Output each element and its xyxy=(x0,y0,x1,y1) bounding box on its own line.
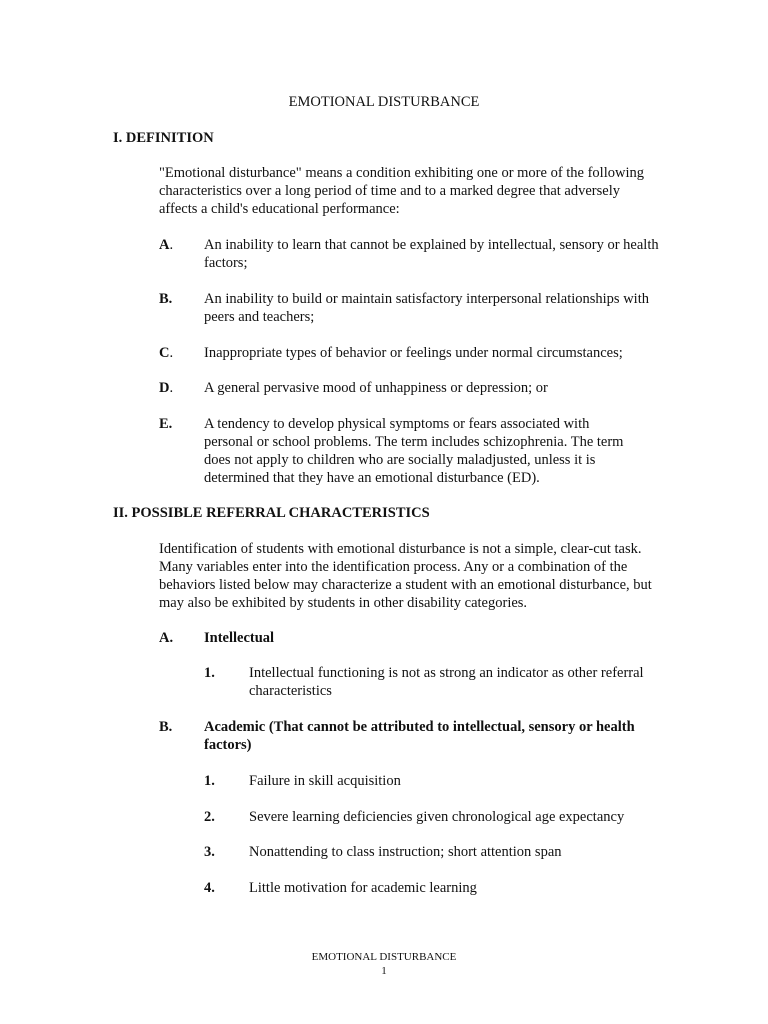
subsection-label-a: A. xyxy=(159,630,174,646)
footer-title: EMOTIONAL DISTURBANCE xyxy=(311,951,457,963)
definition-item-text-a: An inability to learn that cannot be explained by intellectual, sensory or health factors; xyxy=(204,237,659,271)
definition-item-label-b: B. xyxy=(159,291,173,307)
subsection-label-b: B. xyxy=(159,719,173,735)
document-title: EMOTIONAL DISTURBANCE xyxy=(288,94,480,110)
academic-item-text-2: Severe learning deficiencies given chronological age expectancy xyxy=(249,809,625,825)
academic-item-number-3: 3. xyxy=(204,844,215,860)
academic-item-text-1: Failure in skill acquisition xyxy=(249,773,401,789)
academic-item-number-1: 1. xyxy=(204,773,215,789)
subsection-heading-intellectual: Intellectual xyxy=(204,630,275,646)
subsection-heading-academic: Academic (That cannot be attributed to intellectual, sensory or health factors) xyxy=(204,719,635,753)
page-number: 1 xyxy=(381,965,387,977)
definition-item-text-d: A general pervasive mood of unhappiness or depression; or xyxy=(204,380,548,396)
definition-item-text-b: An inability to build or maintain satisfactory interpersonal relationships with peers and teachers; xyxy=(204,291,649,325)
referral-paragraph: Identification of students with emotional disturbance is not a simple, clear-cut task. Many variables enter into the identification process. Any or a combination of the behaviors listed below may characterize a student with an emotional disturbance, but may also be exhibited by students in other disability categories. xyxy=(159,541,652,611)
intellectual-item-number-1: 1. xyxy=(204,665,215,681)
definition-item-label-c: C. xyxy=(159,345,174,361)
definition-item-label-a: A. xyxy=(159,237,174,253)
definition-paragraph: "Emotional disturbance" means a condition exhibiting one or more of the following characteristics over a long period of time and to a marked degree that adversely affects a child's educational performance: xyxy=(159,165,644,217)
definition-item-label-e: E. xyxy=(159,416,173,432)
academic-item-text-4: Little motivation for academic learning xyxy=(249,880,477,896)
definition-item-text-c: Inappropriate types of behavior or feelings under normal circumstances; xyxy=(204,345,623,361)
definition-item-label-d: D. xyxy=(159,380,174,396)
intellectual-item-text-1: Intellectual functioning is not as strong an indicator as other referral characteristics xyxy=(249,665,644,699)
definition-item-text-e: A tendency to develop physical symptoms or fears associated with personal or school problems. The term includes schizophrenia. The term does not apply to children who are socially maladjusted, unless it is determined that they have an emotional disturbance (ED). xyxy=(204,416,624,486)
academic-item-number-4: 4. xyxy=(204,880,215,896)
section-heading-definition: I. DEFINITION xyxy=(113,130,214,146)
academic-item-text-3: Nonattending to class instruction; short attention span xyxy=(249,844,562,860)
section-heading-referral: II. POSSIBLE REFERRAL CHARACTERISTICS xyxy=(113,505,430,521)
academic-item-number-2: 2. xyxy=(204,809,215,825)
